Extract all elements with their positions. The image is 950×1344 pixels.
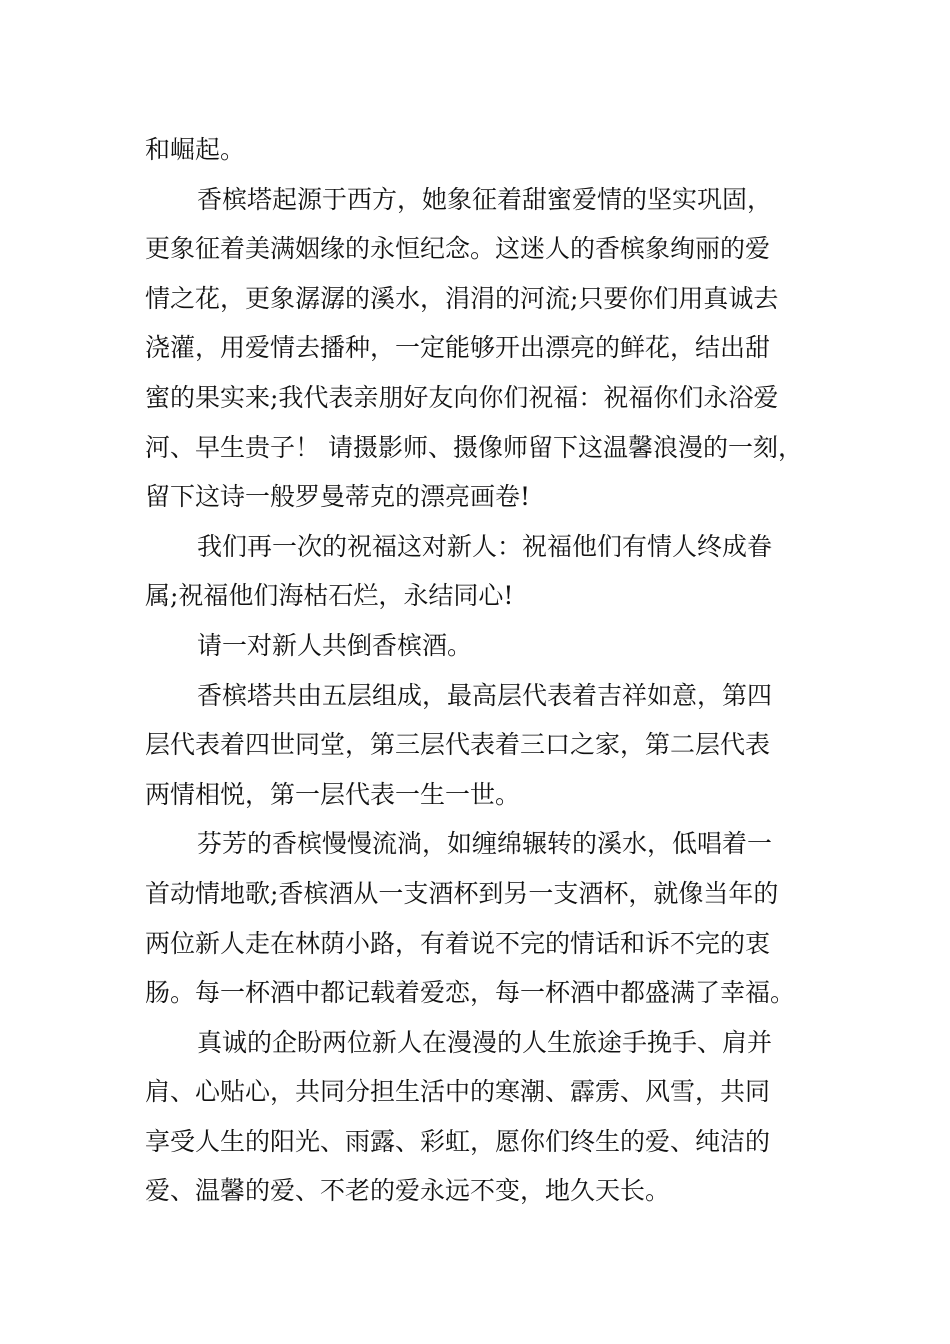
text-line: 我们再一次的祝福这对新人：祝福他们有情人终成眷 xyxy=(197,531,773,561)
text-line: 河、早生贵子！ 请摄影师、摄像师留下这温馨浪漫的一刻， xyxy=(145,432,803,462)
text-line: 香槟塔共由五层组成，最高层代表着吉祥如意，第四 xyxy=(197,680,773,710)
text-line: 芬芳的香槟慢慢流淌，如缠绵辗转的溪水，低唱着一 xyxy=(197,829,773,859)
text-line: 真诚的企盼两位新人在漫漫的人生旅途手挽手、肩并 xyxy=(197,1027,773,1057)
text-line: 情之花，更象潺潺的溪水，涓涓的河流;只要你们用真诚去 xyxy=(145,283,779,313)
text-line: 肠。每一杯酒中都记载着爱恋，每一杯酒中都盛满了幸福。 xyxy=(145,978,796,1008)
text-line: 香槟塔起源于西方，她象征着甜蜜爱情的坚实巩固， xyxy=(197,184,773,214)
text-line: 和崛起。 xyxy=(145,135,246,164)
text-line: 蜜的果实来;我代表亲朋好友向你们祝福：祝福你们永浴爱 xyxy=(145,382,779,412)
text-line: 首动情地歌;香槟酒从一支酒杯到另一支酒杯，就像当年的 xyxy=(145,878,779,908)
text-line: 肩、心贴心，共同分担生活中的寒潮、霹雳、风雪，共同 xyxy=(145,1077,771,1107)
text-line: 属;祝福他们海枯石烂，永结同心! xyxy=(145,581,514,611)
text-line: 层代表着四世同堂，第三层代表着三口之家，第二层代表 xyxy=(145,730,771,760)
text-line: 两情相悦，第一层代表一生一世。 xyxy=(145,779,521,809)
text-line: 留下这诗一般罗曼蒂克的漂亮画卷! xyxy=(145,482,531,512)
text-line: 浇灌，用爱情去播种，一定能够开出漂亮的鲜花，结出甜 xyxy=(145,333,771,363)
text-line: 请一对新人共倒香槟酒。 xyxy=(197,630,473,660)
text-line: 两位新人走在林荫小路，有着说不完的情话和诉不完的衷 xyxy=(145,928,771,958)
text-line: 享受人生的阳光、雨露、彩虹，愿你们终生的爱、纯洁的 xyxy=(145,1126,771,1156)
document-body xyxy=(145,125,825,1216)
text-line: 爱、温馨的爱、不老的爱永远不变，地久天长。 xyxy=(145,1176,671,1206)
text-line: 更象征着美满姻缘的永恒纪念。这迷人的香槟象绚丽的爱 xyxy=(145,234,771,264)
